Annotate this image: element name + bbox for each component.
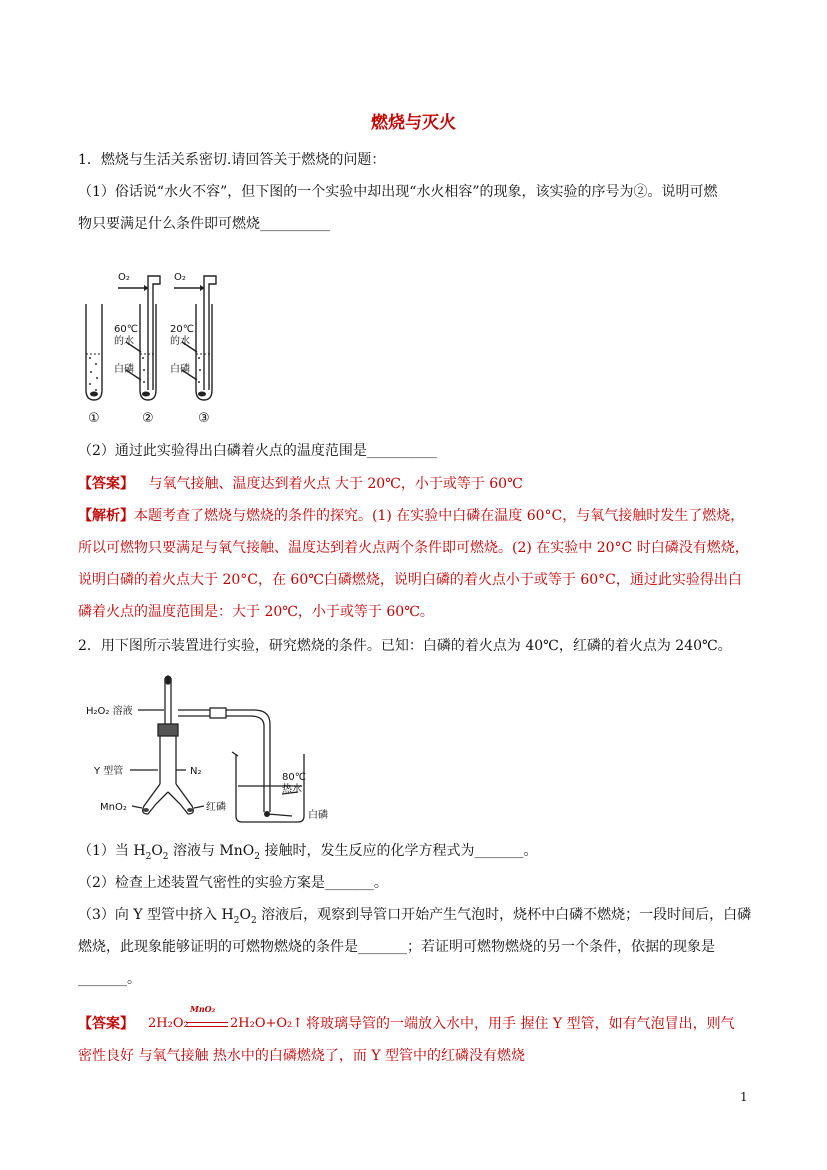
q2-subquestion-2: （2）检查上述装置气密性的实验方案是_______。 xyxy=(78,875,388,891)
page-title: 燃烧与灭火 xyxy=(371,113,456,133)
q1-analysis-line1 xyxy=(78,506,758,526)
q1-analysis-text-1: 本题考查了燃烧与燃烧的条件的探究。(1) 在实验中白磷在温度 60°C，与氧气接触时发生了燃烧， xyxy=(134,508,745,524)
temp-20-label: 20℃ xyxy=(170,324,194,335)
white-phosphorus-label-2: 白磷 xyxy=(170,364,190,375)
hot-water-label: 热水 xyxy=(282,784,302,795)
y-tube-apparatus-figure xyxy=(86,674,386,824)
o2-label-2: O₂ xyxy=(174,272,186,283)
tube-number-3: ③ xyxy=(198,411,210,426)
q2-intro: 2．用下图所示装置进行实验，研究燃烧的条件。已知：白磷的着火点为 40℃，红磷的着火点为 240℃。 xyxy=(78,638,732,654)
q2-answer-text-2: 密性良好 与氧气接触 热水中的白磷燃烧了，而 Y 型管中的红磷没有燃烧 xyxy=(78,1048,526,1064)
q1-answer xyxy=(78,474,758,494)
white-phosphorus-label-1: 白磷 xyxy=(114,364,134,375)
mno2-label: MnO₂ xyxy=(100,802,127,813)
answer-label: 【答案】 xyxy=(78,1016,134,1032)
q1-part2: （2）通过此实验得出白磷着火点的温度范围是__________ xyxy=(78,443,437,459)
temp-60-label: 60℃ xyxy=(114,324,138,335)
q1-part1-line1: （1）俗话说“水火不容”，但下图的一个实验中却出现“水火相容”的现象，该实验的序号为②。说明可燃 xyxy=(78,184,718,200)
test-tube-figure xyxy=(78,262,228,430)
white-phosphorus-label: 白磷 xyxy=(308,810,328,821)
tube-number-1: ① xyxy=(88,411,100,426)
equation-equals-sign xyxy=(186,1022,228,1027)
q1-analysis-line2: 所以可燃物只要满足与氧气接触、温度达到着火点两个条件即可燃烧。(2) 在实验中 20°C 时白磷没有燃烧， xyxy=(78,540,749,556)
q2-subquestion-3-line3: _______。 xyxy=(78,971,141,987)
q2-subquestion-1: （1）当 $H_2O_2$ 溶液与 MnO$_2$ 接触时，发生反应的化学方程式为_______。 xyxy=(78,843,538,862)
chemical-equation-left: 2H₂O₂ xyxy=(148,1016,189,1031)
tube-number-2: ② xyxy=(142,411,154,426)
analysis-label: 【解析】 xyxy=(78,508,134,524)
n2-label: N₂ xyxy=(190,766,202,777)
o2-label-1: O₂ xyxy=(118,272,130,283)
q2-subquestion-3-line2: 燃烧，此现象能够证明的可燃物燃烧的条件是_______；若证明可燃物燃烧的另一个条件，依据的现象是 xyxy=(78,939,715,955)
page-number: 1 xyxy=(740,1090,748,1104)
water-label-1: 的水 xyxy=(114,336,134,347)
q1-analysis-line3: 说明白磷的着火点大于 20°C，在 60℃白磷燃烧，说明白磷的着火点小于或等于 60°C，通过此实验得出白 xyxy=(78,572,742,588)
q2-answer-text-1: 将玻璃导管的一端放入水中，用手 握住 Y 型管，如有气泡冒出，则气 xyxy=(306,1016,735,1032)
answer-label: 【答案】 xyxy=(78,476,134,492)
q1-answer-text: 与氧气接触、温度达到着火点 大于 20℃，小于或等于 60℃ xyxy=(148,476,523,492)
q2-subquestion-3-line1: （3）向 Y 型管中挤入 $H_2O_2$ 溶液后，观察到导管口开始产生气泡时，烧杯中白磷不燃烧；一段时间后，白磷 xyxy=(78,907,752,926)
red-phosphorus-label: 红磷 xyxy=(206,802,226,813)
h2o2-solution-label: H₂O₂ 溶液 xyxy=(86,706,133,717)
q1-analysis-line4: 磷着火点的温度范围是：大于 20℃，小于或等于 60℃。 xyxy=(78,604,434,620)
q1-part1-line2: 物只要满足什么条件即可燃烧__________ xyxy=(78,216,330,232)
chemical-equation-right: 2H₂O+O₂↑ xyxy=(230,1016,304,1031)
water-label-2: 的水 xyxy=(170,336,190,347)
y-tube-label: Y 型管 xyxy=(94,766,124,777)
catalyst-label: MnO₂ xyxy=(190,1004,216,1014)
temp-80-label: 80℃ xyxy=(282,772,306,783)
q1-intro: 1．燃烧与生活关系密切.请回答关于燃烧的问题： xyxy=(78,152,386,168)
